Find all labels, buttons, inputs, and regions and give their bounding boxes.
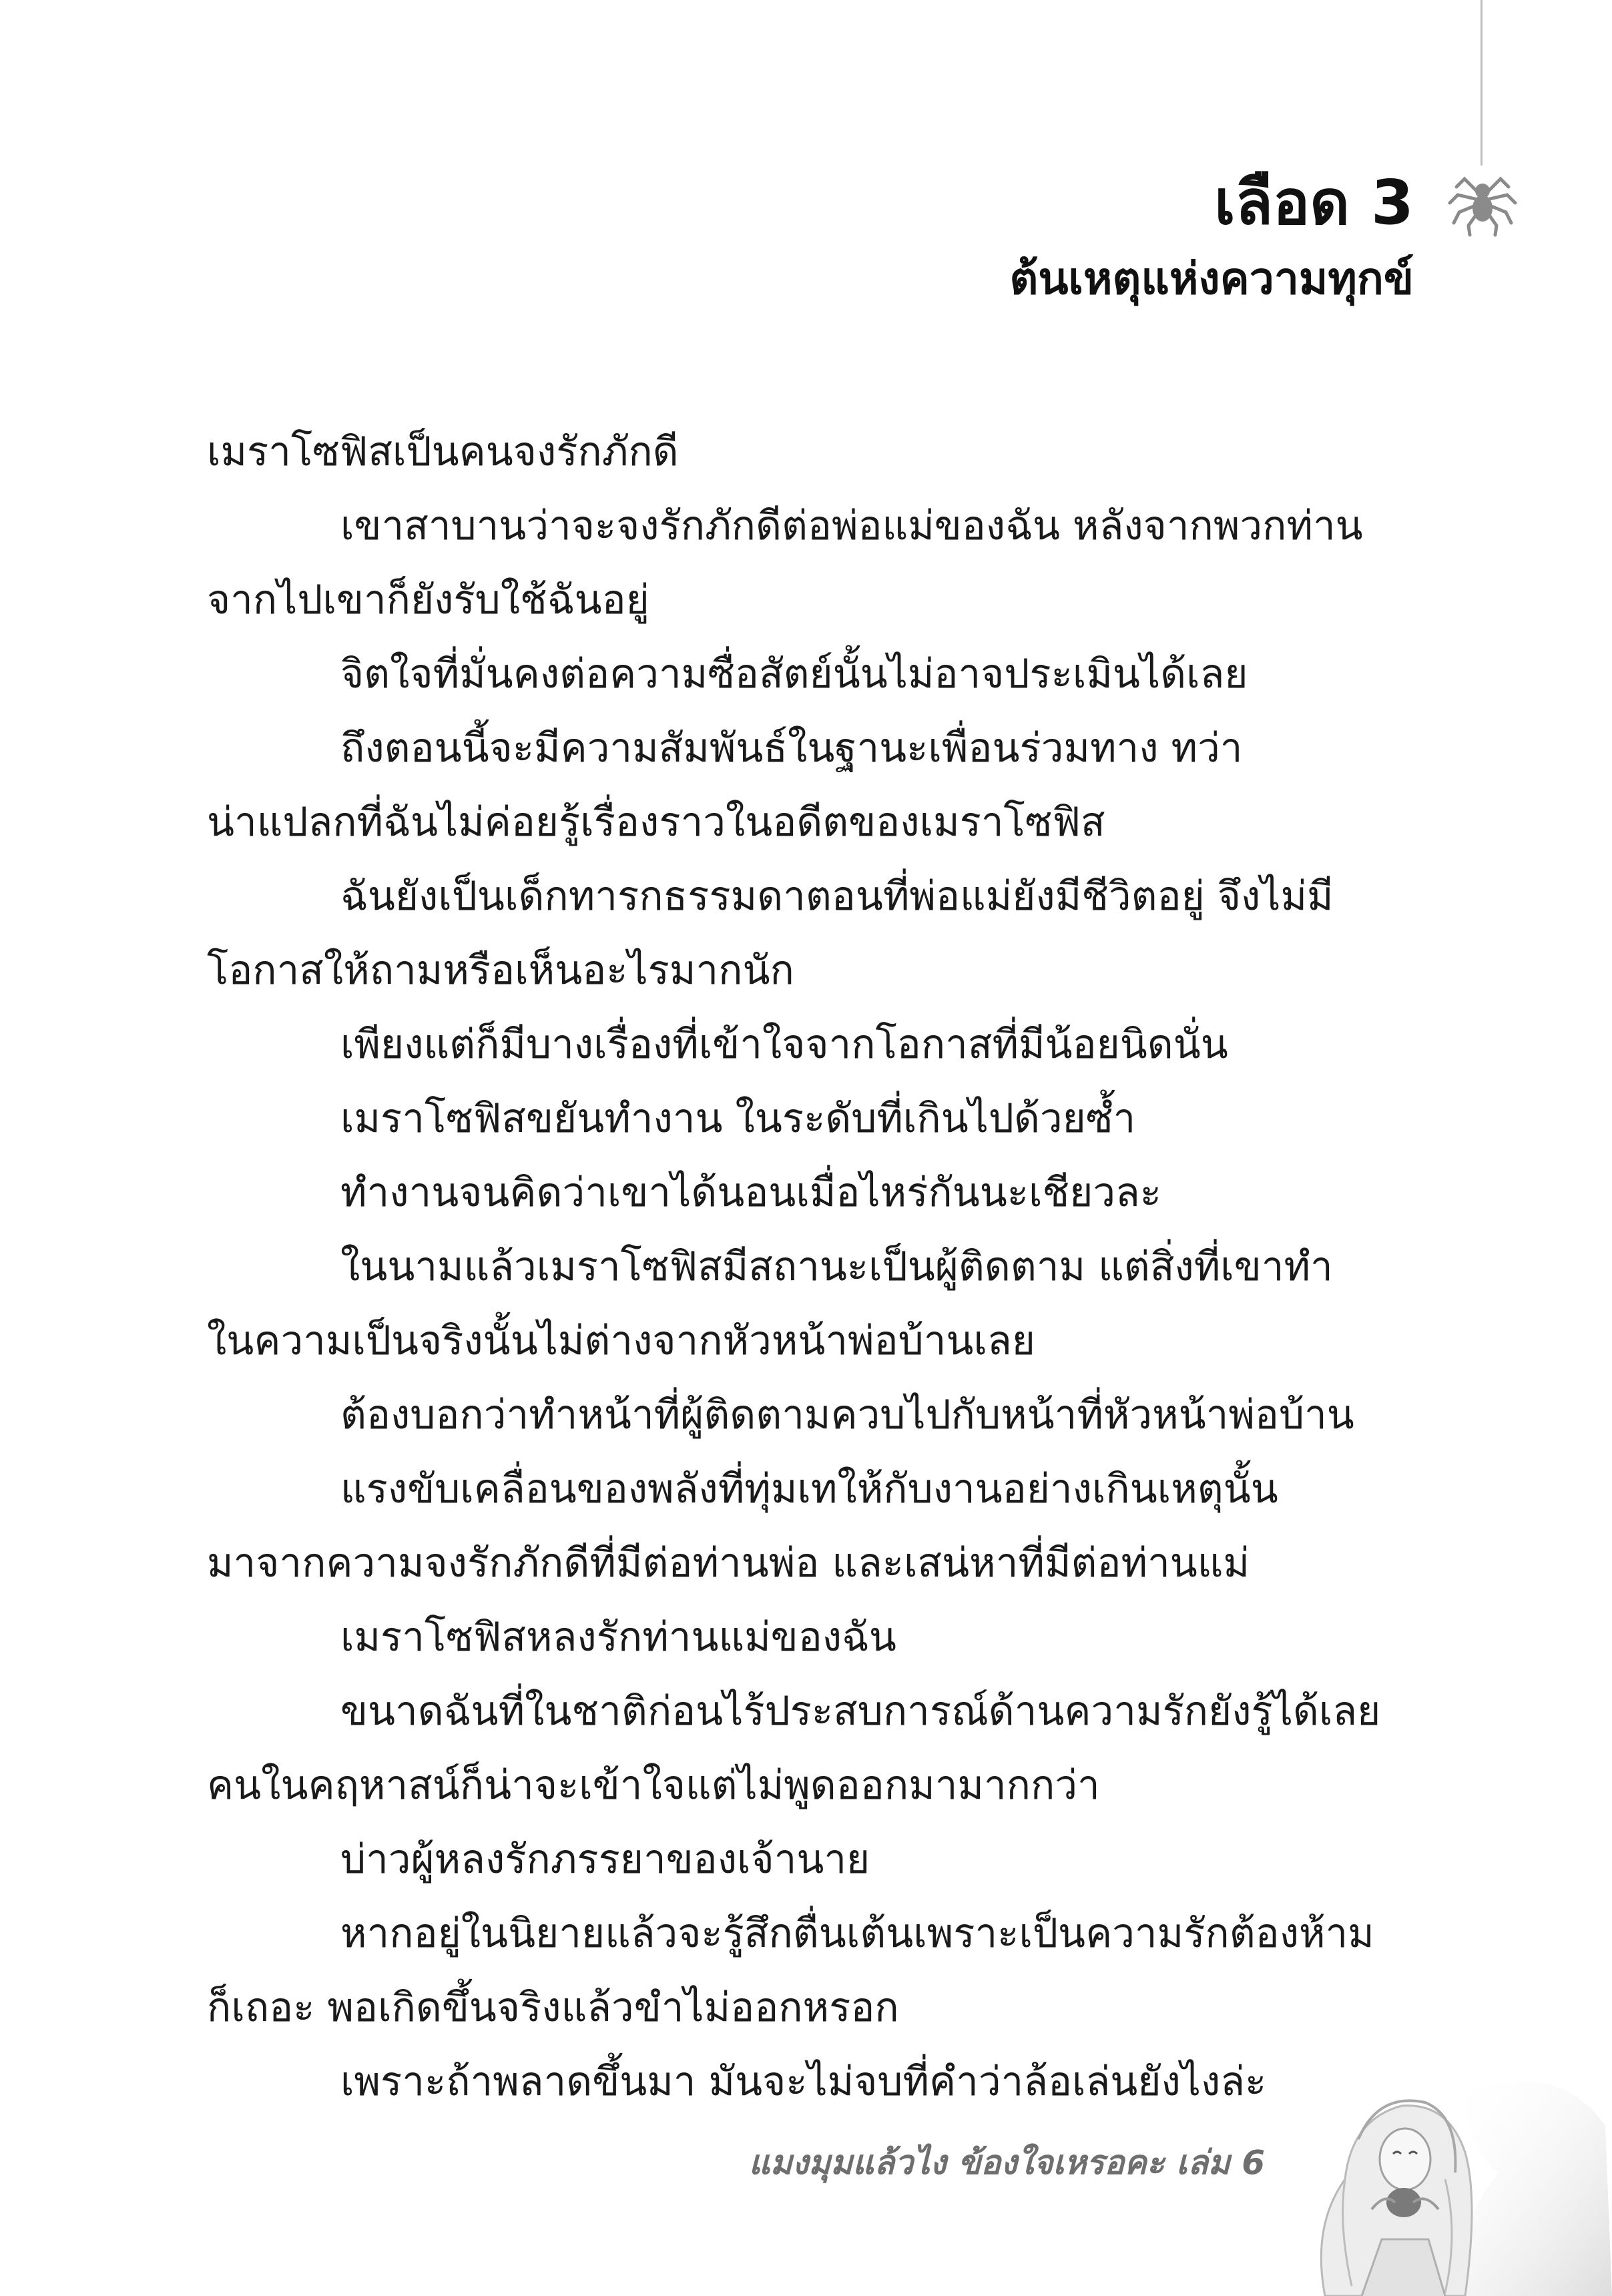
body-line: เมราโซฟิสเป็นคนจงรักภักดี bbox=[207, 428, 679, 475]
body-line: เพราะถ้าพลาดขึ้นมา มันจะไม่จบที่คำว่าล้อเล่นยังไงล่ะ bbox=[340, 2058, 1267, 2105]
spider-thread bbox=[1481, 0, 1483, 166]
chapter-number: เลือด 3 bbox=[1214, 167, 1414, 238]
body-line: น่าแปลกที่ฉันไม่ค่อยรู้เรื่องราวในอดีตของเมราโซฟิส bbox=[207, 799, 1105, 846]
body-line: บ่าวผู้หลงรักภรรยาของเจ้านาย bbox=[340, 1836, 870, 1883]
body-line: ถึงตอนนี้จะมีความสัมพันธ์ในฐานะเพื่อนร่วมทาง ทว่า bbox=[340, 725, 1243, 772]
body-line: จิตใจที่มั่นคงต่อความซื่อสัตย์นั้นไม่อาจประเมินได้เลย bbox=[340, 651, 1248, 697]
body-line: เขาสาบานว่าจะจงรักภักดีต่อพ่อแม่ของฉัน หลังจากพวกท่าน bbox=[340, 503, 1363, 549]
running-footer-book-title: แมงมุมแล้วไง ข้องใจเหรอคะ เล่ม 6 bbox=[748, 2143, 1265, 2182]
chapter-title: ต้นเหตุแห่งความทุกข์ bbox=[1009, 253, 1414, 304]
body-line: โอกาสให้ถามหรือเห็นอะไรมากนัก bbox=[207, 947, 794, 994]
body-line: ทำงานจนคิดว่าเขาได้นอนเมื่อไหร่กันนะเชียวละ bbox=[340, 1169, 1162, 1216]
body-line: ขนาดฉันที่ในชาติก่อนไร้ประสบการณ์ด้านความรักยังรู้ได้เลย bbox=[340, 1688, 1381, 1735]
body-line: ต้องบอกว่าทำหน้าที่ผู้ติดตามควบไปกับหน้าที่หัวหน้าพ่อบ้าน bbox=[340, 1392, 1354, 1438]
body-line: คนในคฤหาสน์ก็น่าจะเข้าใจแต่ไม่พูดออกมามากกว่า bbox=[207, 1762, 1100, 1809]
spider-icon bbox=[1446, 164, 1519, 238]
body-line: เมราโซฟิสขยันทำงาน ในระดับที่เกินไปด้วยซ้ำ bbox=[340, 1095, 1136, 1142]
body-line: จากไปเขาก็ยังรับใช้ฉันอยู่ bbox=[207, 577, 649, 623]
body-line: ในความเป็นจริงนั้นไม่ต่างจากหัวหน้าพ่อบ้านเลย bbox=[207, 1318, 1035, 1364]
character-illustration bbox=[1245, 2066, 1612, 2296]
body-line: หากอยู่ในนิยายแล้วจะรู้สึกตื่นเต้นเพราะเป็นความรักต้องห้าม bbox=[340, 1910, 1374, 1957]
body-line: เมราโซฟิสหลงรักท่านแม่ของฉัน bbox=[340, 1614, 896, 1661]
body-line: แรงขับเคลื่อนของพลังที่ทุ่มเทให้กับงานอย่างเกินเหตุนั้น bbox=[340, 1466, 1278, 1512]
body-line: ฉันยังเป็นเด็กทารกธรรมดาตอนที่พ่อแม่ยังมีชีวิตอยู่ จึงไม่มี bbox=[340, 873, 1334, 920]
body-text bbox=[207, 415, 1415, 2119]
body-line: ในนามแล้วเมราโซฟิสมีสถานะเป็นผู้ติดตาม แต่สิ่งที่เขาทำ bbox=[340, 1243, 1333, 1290]
body-line: มาจากความจงรักภักดีที่มีต่อท่านพ่อ และเสน่หาที่มีต่อท่านแม่ bbox=[207, 1540, 1250, 1587]
body-line: เพียงแต่ก็มีบางเรื่องที่เข้าใจจากโอกาสที่มีน้อยนิดนั่น bbox=[340, 1021, 1228, 1068]
body-line: ก็เถอะ พอเกิดขึ้นจริงแล้วขำไม่ออกหรอก bbox=[207, 1984, 899, 2031]
